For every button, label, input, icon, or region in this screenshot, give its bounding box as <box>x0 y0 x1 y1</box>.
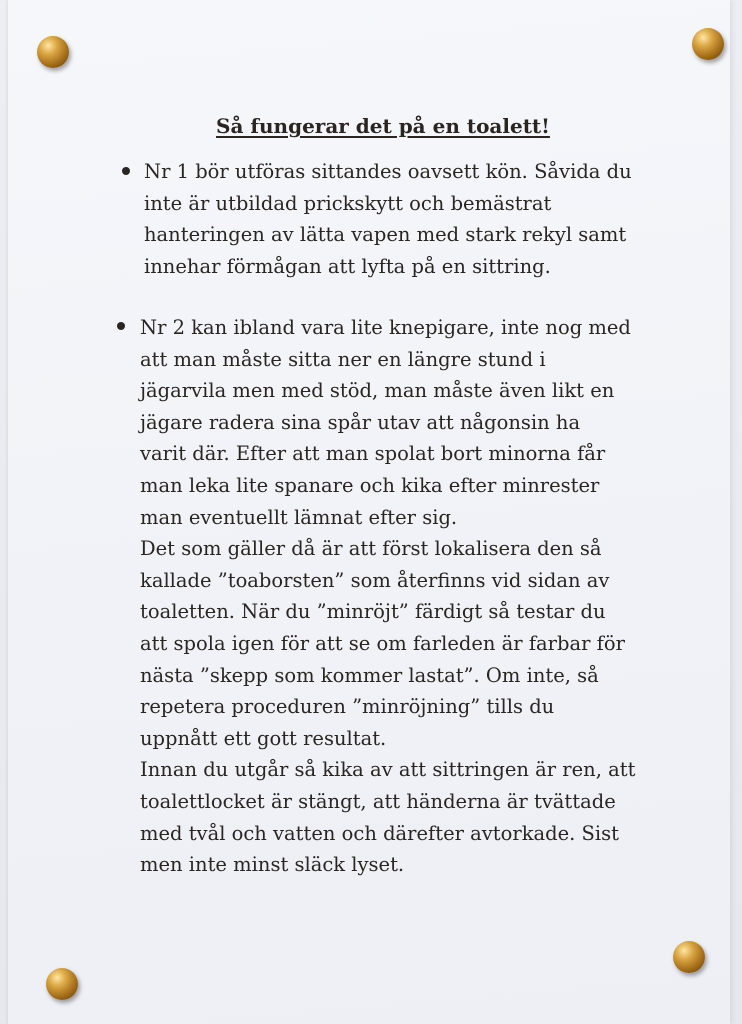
pushpin-bottom-left <box>46 968 78 1000</box>
bullet-1-line: innehar förmågan att lyfta på en sittring. <box>144 254 551 278</box>
bullet-2-line: repetera proceduren ”minröjning” tills du <box>140 695 555 719</box>
notice-title: Så fungerar det på en toalett! <box>216 114 550 138</box>
bullet-2-line: toaletten. När du ”minröjt” färdigt så testar du <box>140 600 606 624</box>
bullet-1-line: hanteringen av lätta vapen med stark rekyl samt <box>144 223 627 247</box>
bullet-2-line: man eventuellt lämnat efter sig. <box>140 505 458 529</box>
pushpin-top-right <box>692 28 724 60</box>
bullet-2-line: Nr 2 kan ibland vara lite knepigare, inte nog med <box>140 316 631 339</box>
pushpin-bottom-right <box>673 941 705 973</box>
bullet-1-text <box>144 156 632 282</box>
bullet-2-line: kallade ”toaborsten” som återfinns vid sidan av <box>140 568 610 592</box>
bullet-2-line: Det som gäller då är att först lokalisera den så <box>140 537 602 561</box>
bullet-2-line: men inte minst släck lyset. <box>140 853 405 877</box>
bullet-2-line: varit där. Efter att man spolat bort minorna får <box>140 442 606 466</box>
bullet-2-line: nästa ”skepp som kommer lastat”. Om inte, så <box>140 663 599 687</box>
bullet-2-line: med tvål och vatten och därefter avtorkade. Sist <box>140 821 619 845</box>
bullet-2-line: man leka lite spanare och kika efter minrester <box>140 473 600 497</box>
bullet-2-text <box>140 312 635 881</box>
bullet-1-line: Nr 1 bör utföras sittandes oavsett kön. Såvida du <box>144 160 632 183</box>
bullet-2-line: uppnått ett gott resultat. <box>140 726 387 750</box>
bullet-1-line: inte är utbildad prickskytt och bemästrat <box>144 191 552 215</box>
bullet-2-line: jägarvila men med stöd, man måste även likt en <box>140 379 615 403</box>
bullet-2-line: jägare radera sina spår utav att någonsin ha <box>140 410 581 434</box>
bullet-2-line: Innan du utgår så kika av att sittringen är ren, att <box>140 758 636 782</box>
bullet-2-line: att spola igen för att se om farleden är farbar för <box>140 631 625 655</box>
pushpin-top-left <box>37 36 69 68</box>
bullet-dot-1 <box>122 167 130 175</box>
bullet-2-line: att man måste sitta ner en längre stund i <box>140 347 546 371</box>
bullet-2-line: toalettlocket är stängt, att händerna är tvättade <box>140 789 616 813</box>
bullet-dot-2 <box>117 322 125 330</box>
